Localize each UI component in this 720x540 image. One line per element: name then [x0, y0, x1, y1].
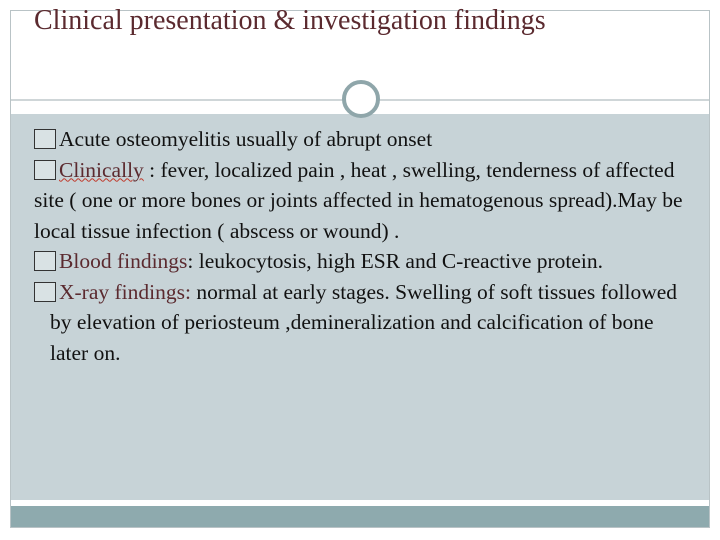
- circle-ornament-icon: [342, 80, 380, 118]
- bullet-item-2: [34, 155, 694, 247]
- bullet-box-icon: [34, 282, 56, 302]
- bullet-label: X-ray findings:: [59, 279, 191, 304]
- slide-title: Clinical presentation & investigation findings: [34, 5, 546, 36]
- bullet-text: Acute osteomyelitis usually of abrupt onset: [59, 127, 433, 151]
- bullet-label: Blood findings: [59, 249, 188, 273]
- footer-bar: [11, 506, 709, 527]
- bullet-label: Clinically: [59, 157, 144, 182]
- bullet-item-1: [34, 124, 694, 155]
- bullet-item-3: [34, 246, 694, 277]
- bullet-box-icon: [34, 160, 56, 180]
- bullet-list: [34, 124, 694, 368]
- bullet-box-icon: [34, 129, 56, 149]
- bullet-text: : fever, localized pain , heat , swelling, tenderness of affected site ( one or more bones or joints affected in hematogenous spread).May be local tissue infection ( abscess or wound) .: [34, 157, 683, 243]
- bullet-box-icon: [34, 251, 56, 271]
- bullet-item-4: [34, 277, 694, 369]
- bullet-text: : leukocytosis, high ESR and C-reactive protein.: [187, 249, 604, 273]
- bullet-text: normal at early stages. Swelling of soft tissues followed by elevation of periosteum ,demineralization and calcification of bone later on.: [50, 279, 678, 365]
